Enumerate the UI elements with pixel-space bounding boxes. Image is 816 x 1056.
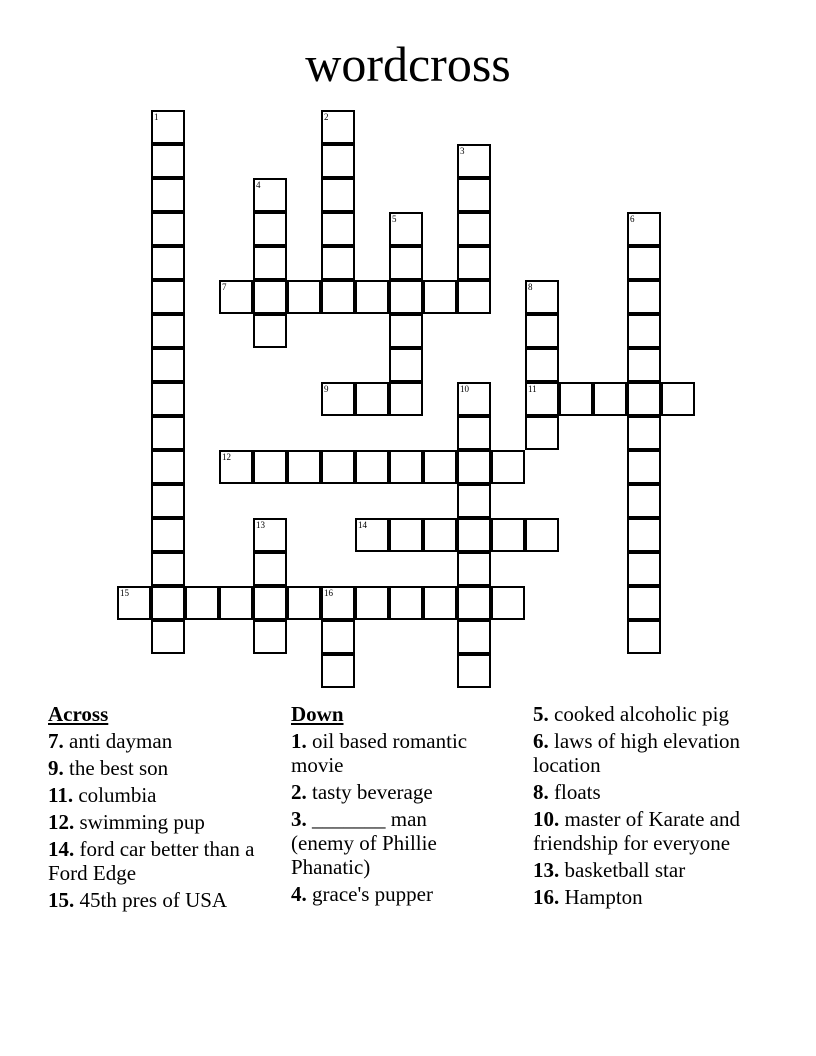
grid-cell[interactable] <box>253 178 287 212</box>
clue-across-9: 9. the best son <box>48 756 169 780</box>
clue-down-16: 16. Hampton <box>533 885 643 909</box>
grid-cell[interactable] <box>219 450 253 484</box>
grid-cell[interactable] <box>457 620 491 654</box>
grid-cell[interactable] <box>219 586 253 620</box>
grid-cell[interactable] <box>627 620 661 654</box>
clue-number: 9 <box>324 384 329 394</box>
grid-cell[interactable] <box>185 586 219 620</box>
grid-cell[interactable] <box>389 518 423 552</box>
grid-cell[interactable] <box>253 552 287 586</box>
grid-cell[interactable] <box>151 144 185 178</box>
clue-number: 12 <box>222 452 231 462</box>
grid-cell[interactable] <box>321 110 355 144</box>
grid-cell[interactable] <box>525 280 559 314</box>
grid-cell[interactable] <box>389 586 423 620</box>
grid-cell[interactable] <box>457 654 491 688</box>
clue-across-7: 7. anti dayman <box>48 729 173 753</box>
grid-cell[interactable] <box>321 382 355 416</box>
grid-cell[interactable] <box>151 212 185 246</box>
grid-cell[interactable] <box>151 314 185 348</box>
grid-cell[interactable] <box>151 280 185 314</box>
grid-cell[interactable] <box>389 314 423 348</box>
grid-cell[interactable] <box>219 280 253 314</box>
grid-cell[interactable] <box>389 246 423 280</box>
grid-cell[interactable] <box>389 280 423 314</box>
grid-cell[interactable] <box>423 518 457 552</box>
clue-number: 15 <box>120 588 129 598</box>
clue-number: 13 <box>256 520 265 530</box>
grid-cell[interactable] <box>151 110 185 144</box>
grid-cell[interactable] <box>151 552 185 586</box>
grid-cell[interactable] <box>321 450 355 484</box>
grid-cell[interactable] <box>287 450 321 484</box>
grid-cell[interactable] <box>253 518 287 552</box>
grid-cell[interactable] <box>287 280 321 314</box>
grid-cell[interactable] <box>627 586 661 620</box>
clue-down-2: 2. tasty beverage <box>291 780 433 804</box>
grid-cell[interactable] <box>457 586 491 620</box>
grid-cell[interactable] <box>457 416 491 450</box>
clue-number: 4 <box>256 180 261 190</box>
grid-cell[interactable] <box>627 484 661 518</box>
grid-cell[interactable] <box>389 382 423 416</box>
across-heading: Across <box>48 702 109 726</box>
clue-across-12: 12. swimming pup <box>48 810 205 834</box>
grid-cell[interactable] <box>627 382 661 416</box>
grid-cell[interactable] <box>457 144 491 178</box>
clue-number: 5 <box>392 214 397 224</box>
grid-cell[interactable] <box>627 348 661 382</box>
grid-cell[interactable] <box>355 280 389 314</box>
grid-cell[interactable] <box>627 212 661 246</box>
clue-number: 1 <box>154 112 159 122</box>
grid-cell[interactable] <box>151 416 185 450</box>
grid-cell[interactable] <box>355 450 389 484</box>
grid-cell[interactable] <box>253 280 287 314</box>
down-clues-continued <box>533 702 773 912</box>
clue-number: 3 <box>460 146 465 156</box>
grid-cell[interactable] <box>389 450 423 484</box>
grid-cell[interactable] <box>151 586 185 620</box>
grid-cell[interactable] <box>525 518 559 552</box>
grid-cell[interactable] <box>627 518 661 552</box>
grid-cell[interactable] <box>253 586 287 620</box>
clue-across-11: 11. columbia <box>48 783 157 807</box>
clue-down-13: 13. basketball star <box>533 858 686 882</box>
clue-number: 2 <box>324 112 329 122</box>
grid-cell[interactable] <box>661 382 695 416</box>
grid-cell[interactable] <box>627 314 661 348</box>
grid-cell[interactable] <box>253 620 287 654</box>
grid-cell[interactable] <box>117 586 151 620</box>
grid-cell[interactable] <box>253 212 287 246</box>
clue-down-6: 6. laws of high elevation location <box>533 729 741 777</box>
grid-cell[interactable] <box>321 654 355 688</box>
grid-cell[interactable] <box>151 620 185 654</box>
grid-cell[interactable] <box>253 450 287 484</box>
grid-cell[interactable] <box>457 450 491 484</box>
grid-cell[interactable] <box>457 246 491 280</box>
grid-cell[interactable] <box>321 586 355 620</box>
grid-cell[interactable] <box>525 348 559 382</box>
grid-cell[interactable] <box>321 246 355 280</box>
clue-number: 8 <box>528 282 533 292</box>
clue-down-1: 1. oil based romantic movie <box>291 729 468 777</box>
clue-down-3: 3. _______ man (enemy of Phillie Phanatic) <box>291 807 437 879</box>
grid-cell[interactable] <box>151 246 185 280</box>
grid-cell[interactable] <box>151 178 185 212</box>
grid-cell[interactable] <box>355 586 389 620</box>
grid-cell[interactable] <box>491 450 525 484</box>
grid-cell[interactable] <box>525 416 559 450</box>
grid-cell[interactable] <box>321 620 355 654</box>
grid-cell[interactable] <box>627 450 661 484</box>
grid-cell[interactable] <box>355 518 389 552</box>
grid-cell[interactable] <box>457 212 491 246</box>
grid-cell[interactable] <box>151 348 185 382</box>
grid-cell[interactable] <box>253 314 287 348</box>
across-clues <box>48 702 278 915</box>
grid-cell[interactable] <box>627 280 661 314</box>
clue-number: 6 <box>630 214 635 224</box>
grid-cell[interactable] <box>457 280 491 314</box>
grid-cell[interactable] <box>151 518 185 552</box>
grid-cell[interactable] <box>559 382 593 416</box>
grid-cell[interactable] <box>423 586 457 620</box>
grid-cell[interactable] <box>457 382 491 416</box>
clue-number: 11 <box>528 384 537 394</box>
grid-cell[interactable] <box>321 212 355 246</box>
grid-cell[interactable] <box>627 246 661 280</box>
down-heading: Down <box>291 702 344 726</box>
grid-cell[interactable] <box>627 552 661 586</box>
clue-down-5: 5. cooked alcoholic pig <box>533 702 729 726</box>
grid-cell[interactable] <box>593 382 627 416</box>
grid-cell[interactable] <box>287 586 321 620</box>
grid-cell[interactable] <box>457 552 491 586</box>
grid-cell[interactable] <box>355 382 389 416</box>
clue-down-10: 10. master of Karate and friendship for everyone <box>533 807 740 855</box>
clue-number: 7 <box>222 282 227 292</box>
grid-cell[interactable] <box>457 518 491 552</box>
clue-across-14: 14. ford car better than a Ford Edge <box>48 837 255 885</box>
grid-cell[interactable] <box>627 416 661 450</box>
grid-cell[interactable] <box>525 314 559 348</box>
grid-cell[interactable] <box>151 382 185 416</box>
grid-cell[interactable] <box>423 450 457 484</box>
clue-number: 14 <box>358 520 367 530</box>
grid-cell[interactable] <box>423 280 457 314</box>
grid-cell[interactable] <box>389 348 423 382</box>
grid-cell[interactable] <box>321 280 355 314</box>
grid-cell[interactable] <box>491 518 525 552</box>
grid-cell[interactable] <box>457 484 491 518</box>
grid-cell[interactable] <box>491 586 525 620</box>
clue-down-4: 4. grace's pupper <box>291 882 433 906</box>
grid-cell[interactable] <box>151 450 185 484</box>
grid-cell[interactable] <box>321 178 355 212</box>
clue-across-15: 15. 45th pres of USA <box>48 888 228 912</box>
grid-cell[interactable] <box>253 246 287 280</box>
grid-cell[interactable] <box>457 178 491 212</box>
grid-cell[interactable] <box>525 382 559 416</box>
grid-cell[interactable] <box>151 484 185 518</box>
grid-cell[interactable] <box>389 212 423 246</box>
clue-number: 10 <box>460 384 469 394</box>
grid-cell[interactable] <box>321 144 355 178</box>
clue-number: 16 <box>324 588 333 598</box>
clue-down-8: 8. floats <box>533 780 601 804</box>
puzzle-title: wordcross <box>305 36 511 92</box>
down-clues <box>291 702 491 909</box>
